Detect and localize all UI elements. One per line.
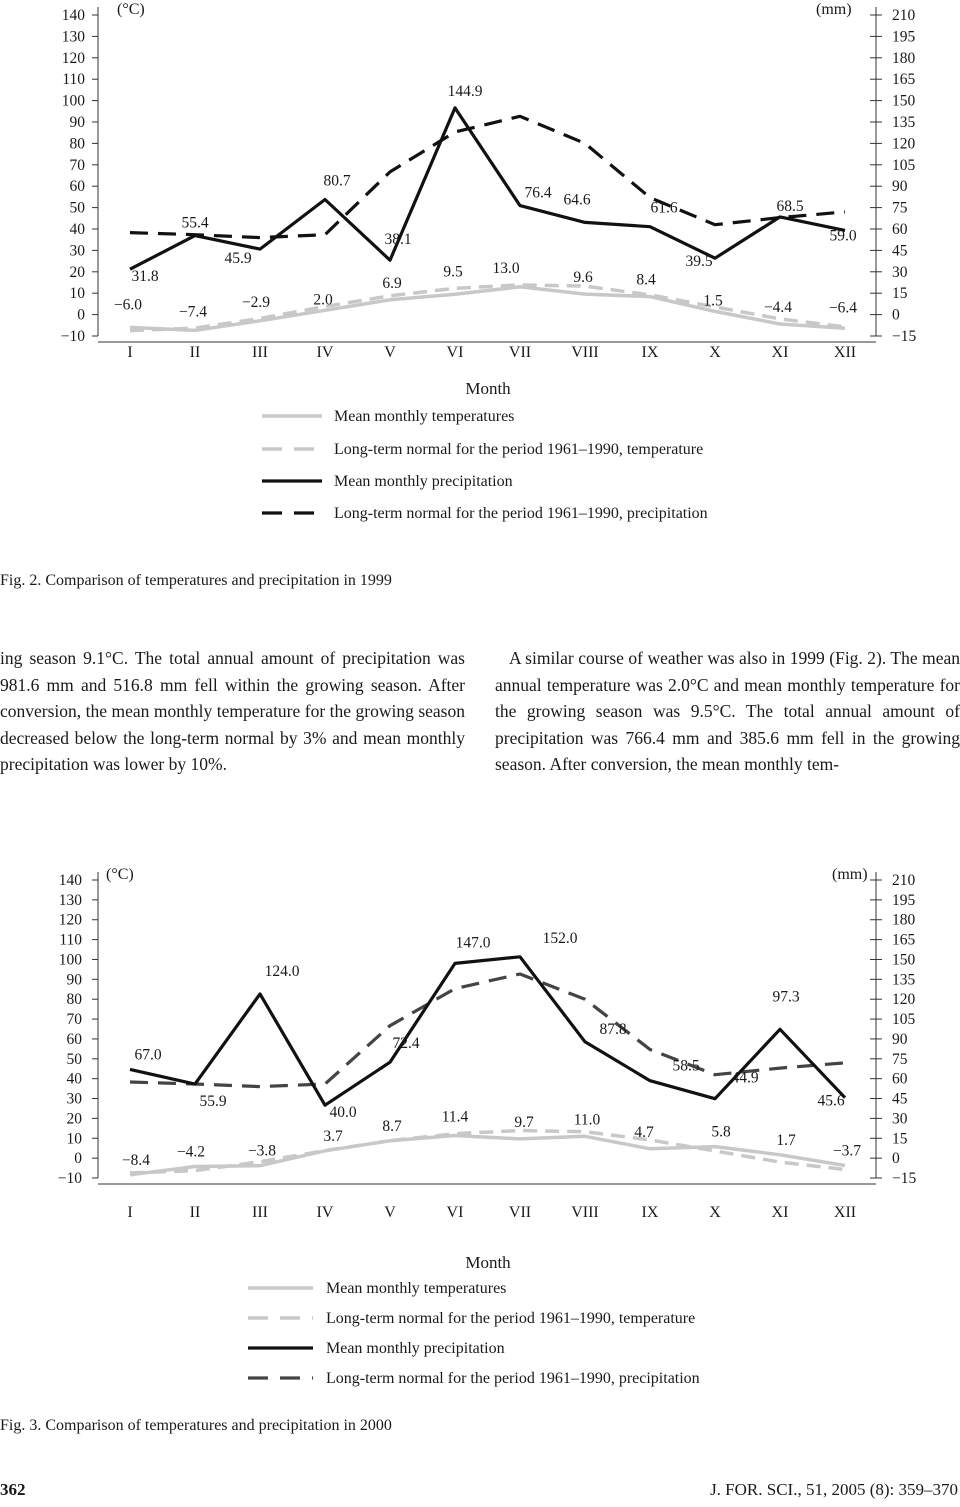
temperature-data-label: −4.2 xyxy=(176,1143,206,1161)
left-tick-label: 30 xyxy=(69,242,85,260)
right-tick-label: 75 xyxy=(892,199,908,217)
precipitation-data-label: 152.0 xyxy=(542,929,578,947)
figure-3 xyxy=(0,860,960,1415)
right-tick-label: 15 xyxy=(892,285,908,303)
precipitation-data-label: 64.6 xyxy=(563,191,591,209)
left-tick-label: 50 xyxy=(69,199,85,217)
left-tick-label: 120 xyxy=(61,49,85,67)
left-tick-label: 60 xyxy=(69,178,85,196)
right-tick-label: 165 xyxy=(892,71,916,89)
temperature-data-label: 9.6 xyxy=(573,269,593,287)
right-tick-label: 150 xyxy=(892,92,916,110)
right-tick-label: 30 xyxy=(892,263,908,281)
left-tick-label: 110 xyxy=(59,931,82,949)
right-tick-label: 165 xyxy=(892,931,916,949)
right-tick-label: −15 xyxy=(892,1170,917,1187)
figure-2 xyxy=(0,0,960,540)
temperature-data-label: 9.7 xyxy=(514,1113,534,1131)
series-normal-precipitation xyxy=(130,116,845,237)
left-tick-label: 120 xyxy=(58,911,82,929)
left-tick-label: 90 xyxy=(69,114,85,131)
precipitation-data-label: 58.5 xyxy=(672,1057,700,1075)
right-tick-label: 135 xyxy=(892,114,916,131)
precipitation-data-label: 59.0 xyxy=(829,227,857,245)
left-tick-label: 80 xyxy=(66,991,82,1009)
x-axis-title: Month xyxy=(465,1253,511,1272)
precipitation-data-label: 31.8 xyxy=(131,268,159,286)
left-tick-label: 20 xyxy=(69,263,85,281)
temperature-data-label: 8.4 xyxy=(636,271,656,289)
right-tick-label: 150 xyxy=(892,951,916,969)
month-tick-label: III xyxy=(252,344,268,361)
journal-citation: J. FOR. SCI., 51, 2005 (8): 359–370 xyxy=(710,1480,958,1499)
left-tick-label: 0 xyxy=(74,1150,82,1168)
right-tick-label: −15 xyxy=(892,328,917,345)
temperature-data-label: −6.4 xyxy=(828,299,858,317)
left-tick-label: 70 xyxy=(66,1011,82,1029)
temperature-data-label: −8.4 xyxy=(121,1151,151,1169)
month-tick-label: X xyxy=(709,1204,721,1221)
right-tick-label: 105 xyxy=(892,1011,916,1029)
right-tick-label: 15 xyxy=(892,1130,908,1148)
month-tick-label: I xyxy=(127,1204,133,1221)
right-tick-label: 105 xyxy=(892,156,916,174)
temperature-data-label: 1.5 xyxy=(703,292,723,310)
month-tick-label: XII xyxy=(833,1204,857,1221)
legend-label: Long-term normal for the period 1961–1990, temperature xyxy=(334,441,704,458)
temperature-data-label: −6.0 xyxy=(113,296,143,314)
temperature-data-label: 4.7 xyxy=(634,1123,654,1141)
precipitation-data-label: 80.7 xyxy=(323,172,351,190)
right-tick-label: 90 xyxy=(892,178,908,196)
month-tick-label: VI xyxy=(446,344,464,361)
right-tick-label: 60 xyxy=(892,1070,908,1088)
month-tick-label: XI xyxy=(771,344,789,361)
right-tick-label: 120 xyxy=(892,135,916,153)
left-tick-label: 90 xyxy=(66,971,82,989)
right-tick-label: 0 xyxy=(892,1150,900,1168)
figure-2-caption: Fig. 2. Comparison of temperatures and precipitation in 1999 xyxy=(0,572,392,589)
temperature-data-label: 2.0 xyxy=(313,291,333,309)
left-tick-label: 10 xyxy=(66,1130,82,1148)
precipitation-data-label: 68.5 xyxy=(776,197,804,215)
left-unit-label: (°C) xyxy=(106,866,134,883)
month-tick-label: IV xyxy=(316,1204,334,1221)
precipitation-data-label: 55.9 xyxy=(199,1093,227,1111)
legend-label: Long-term normal for the period 1961–1990, precipitation xyxy=(334,505,708,522)
temperature-data-label: −3.7 xyxy=(832,1142,862,1160)
left-tick-label: 100 xyxy=(61,92,85,110)
left-tick-label: 30 xyxy=(66,1090,82,1108)
month-tick-label: II xyxy=(189,1204,201,1221)
month-tick-label: I xyxy=(127,344,133,361)
right-tick-label: 0 xyxy=(892,306,900,324)
temperature-data-label: 11.0 xyxy=(573,1111,601,1129)
right-tick-label: 75 xyxy=(892,1050,908,1068)
left-tick-label: 80 xyxy=(69,135,85,153)
right-tick-label: 45 xyxy=(892,242,908,260)
legend-label: Mean monthly temperatures xyxy=(326,1280,507,1297)
left-tick-label: 60 xyxy=(66,1030,82,1048)
right-tick-label: 195 xyxy=(892,891,916,909)
legend-label: Long-term normal for the period 1961–1990, precipitation xyxy=(326,1370,700,1387)
temperature-data-label: 13.0 xyxy=(492,259,520,277)
precipitation-data-label: 61.6 xyxy=(650,199,678,217)
month-tick-label: V xyxy=(384,1204,396,1221)
left-tick-label: −10 xyxy=(60,328,85,345)
temperature-data-label: −3.8 xyxy=(247,1142,277,1160)
legend-label: Mean monthly precipitation xyxy=(326,1340,505,1357)
left-tick-label: −10 xyxy=(57,1170,82,1187)
legend-label: Mean monthly precipitation xyxy=(334,473,513,490)
month-tick-label: IX xyxy=(641,1204,659,1221)
precipitation-data-label: 38.1 xyxy=(384,231,412,249)
left-tick-label: 140 xyxy=(58,872,82,889)
precipitation-data-label: 45.6 xyxy=(817,1092,845,1110)
left-tick-label: 50 xyxy=(66,1050,82,1068)
precipitation-data-label: 87.8 xyxy=(599,1020,627,1038)
series-mean-temperature xyxy=(130,287,845,331)
left-tick-label: 70 xyxy=(69,156,85,174)
temperature-data-label: −2.9 xyxy=(241,293,271,311)
precipitation-data-label: 97.3 xyxy=(772,988,800,1006)
right-tick-label: 60 xyxy=(892,221,908,238)
month-tick-label: XI xyxy=(771,1204,789,1221)
right-tick-label: 45 xyxy=(892,1090,908,1108)
series-mean-precipitation xyxy=(130,108,845,269)
chart-2000 xyxy=(0,860,960,1415)
precipitation-data-label: 44.9 xyxy=(731,1069,759,1087)
right-tick-label: 195 xyxy=(892,28,916,46)
temperature-data-label: −7.4 xyxy=(178,303,208,321)
text-column-left xyxy=(0,645,465,778)
page-footer xyxy=(0,1480,960,1507)
precipitation-data-label: 76.4 xyxy=(524,184,552,202)
legend-label: Mean monthly temperatures xyxy=(334,408,515,425)
right-unit-label: (mm) xyxy=(816,1,852,18)
month-tick-label: VIII xyxy=(571,344,599,361)
right-tick-label: 180 xyxy=(892,911,916,929)
precipitation-data-label: 147.0 xyxy=(455,934,491,952)
precipitation-data-label: 124.0 xyxy=(264,962,300,980)
precipitation-data-label: 55.4 xyxy=(181,214,209,232)
right-tick-label: 30 xyxy=(892,1110,908,1128)
temperature-data-label: 8.7 xyxy=(382,1117,402,1135)
month-tick-label: III xyxy=(252,1204,268,1221)
left-tick-label: 130 xyxy=(58,891,82,909)
left-tick-label: 40 xyxy=(66,1070,82,1088)
temperature-data-label: 1.7 xyxy=(776,1131,796,1149)
precipitation-data-label: 39.5 xyxy=(685,253,713,271)
temperature-data-label: −4.4 xyxy=(763,299,793,317)
right-tick-label: 180 xyxy=(892,49,916,67)
right-tick-label: 120 xyxy=(892,991,916,1009)
month-tick-label: IX xyxy=(641,344,659,361)
temperature-data-label: 9.5 xyxy=(443,263,463,281)
right-unit-label: (mm) xyxy=(832,866,868,883)
temperature-data-label: 5.8 xyxy=(711,1123,731,1141)
left-tick-label: 140 xyxy=(61,7,85,24)
left-tick-label: 20 xyxy=(66,1110,82,1128)
month-tick-label: IV xyxy=(316,344,334,361)
left-tick-label: 0 xyxy=(77,306,85,324)
precipitation-data-label: 72.4 xyxy=(392,1035,420,1053)
precipitation-data-label: 45.9 xyxy=(224,250,252,268)
left-unit-label: (°C) xyxy=(117,1,145,18)
page-number: 362 xyxy=(0,1480,26,1499)
legend-label: Long-term normal for the period 1961–1990, temperature xyxy=(326,1310,696,1327)
text-column-right xyxy=(495,645,960,778)
month-tick-label: X xyxy=(709,344,721,361)
right-tick-label: 210 xyxy=(892,872,916,889)
paragraph-right: A similar course of weather was also in 1999 (Fig. 2). The mean annual temperature was 2.0°C and mean monthly temperature for the growing season was 9.5°C. The total annual amount of precipitation was 766.4 mm and 385.6 mm fell in the growing season. After conversion, the mean monthly tem- xyxy=(495,648,960,774)
right-tick-label: 90 xyxy=(892,1030,908,1048)
paragraph-left: ing season 9.1°C. The total annual amount of precipitation was 981.6 mm and 516.8 mm fell within the growing season. After conversion, the mean monthly temperature for the growing season decreased below the long-term normal by 3% and mean monthly precipitation was lower by 10%. xyxy=(0,648,465,774)
month-tick-label: XII xyxy=(833,344,857,361)
precipitation-data-label: 144.9 xyxy=(447,82,483,100)
precipitation-data-label: 67.0 xyxy=(134,1046,162,1064)
left-tick-label: 130 xyxy=(61,28,85,46)
month-tick-label: VII xyxy=(508,1204,532,1221)
month-tick-label: VIII xyxy=(571,1204,599,1221)
x-axis-title: Month xyxy=(465,379,511,398)
left-tick-label: 100 xyxy=(58,951,82,969)
chart-1999 xyxy=(0,0,960,540)
figure-3-caption: Fig. 3. Comparison of temperatures and precipitation in 2000 xyxy=(0,1417,392,1434)
month-tick-label: VI xyxy=(446,1204,464,1221)
month-tick-label: II xyxy=(189,344,201,361)
month-tick-label: V xyxy=(384,344,396,361)
temperature-data-label: 11.4 xyxy=(441,1108,469,1126)
left-tick-label: 110 xyxy=(62,71,85,89)
right-tick-label: 210 xyxy=(892,7,916,24)
left-tick-label: 40 xyxy=(69,221,85,238)
right-tick-label: 135 xyxy=(892,971,916,989)
month-tick-label: VII xyxy=(508,344,532,361)
temperature-data-label: 3.7 xyxy=(323,1127,343,1145)
left-tick-label: 10 xyxy=(69,285,85,303)
temperature-data-label: 6.9 xyxy=(382,274,402,292)
precipitation-data-label: 40.0 xyxy=(329,1104,357,1122)
series-mean-temperature xyxy=(130,1136,845,1175)
